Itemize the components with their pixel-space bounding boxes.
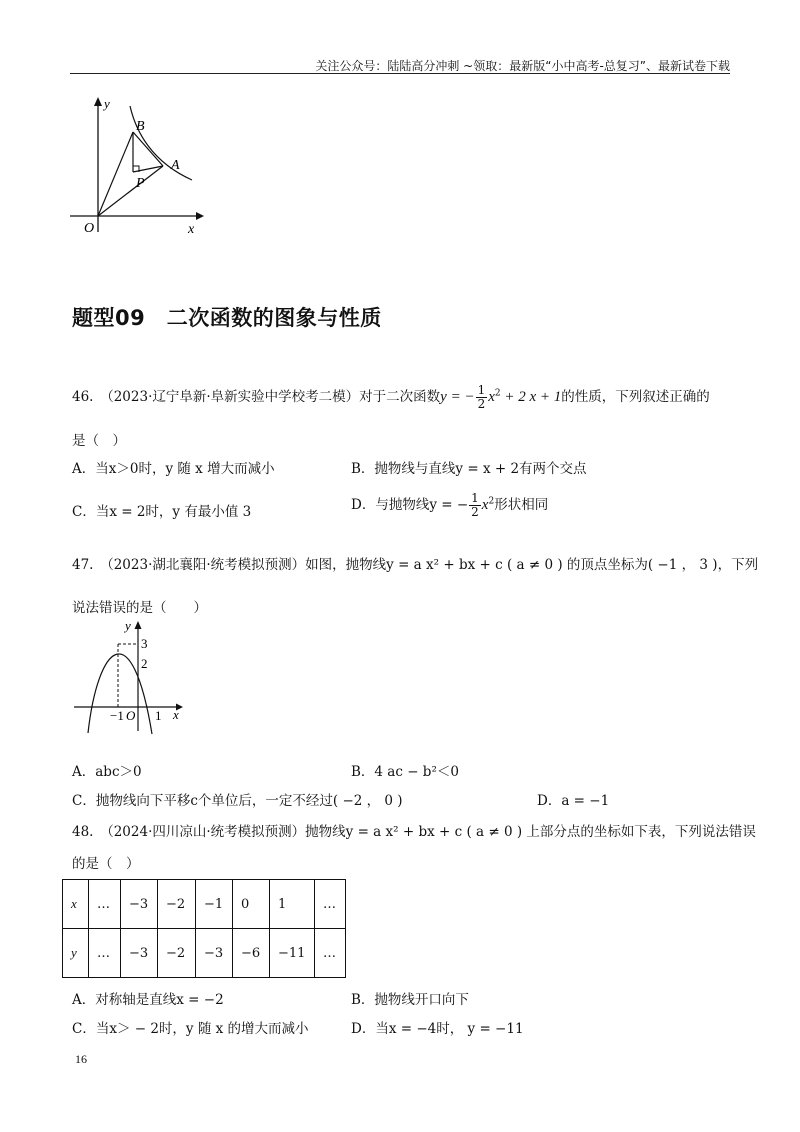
q48-option-b: B．抛物线开口向下 [351,992,469,1008]
table-row-y [63,929,346,978]
values-table [62,879,346,978]
q46-option-d: D．与抛物线y = − $\frac{1}{2}$ $x^2$形状相同 [351,491,549,519]
q46-option-b: B．抛物线与直线y = x + 2有两个交点 [351,461,587,477]
q46-stem-suffix: 的性质，下列叙述正确的 [561,389,710,405]
q48-option-d: D．当x = −4时， y = −11 [351,1021,524,1037]
q47-option-a: A．abc＞0 [72,764,142,780]
fig2-label-2: 2 [141,656,148,671]
table-row-x [63,880,346,929]
table-cell: … [315,929,346,978]
table-cell: 1 [270,880,315,929]
table-cell: x [63,880,89,929]
fig2-label-y: y [125,618,131,633]
fig1-label-a: A [171,158,180,173]
q46-fn-rest: + 2 x + 1 [500,389,562,405]
fig1-label-p: P [136,176,145,191]
table-cell: −2 [158,929,196,978]
q46-fn-lhs: y = − [440,389,475,405]
table-cell: … [89,929,121,978]
table-cell: −3 [121,929,158,978]
fig2-label-neg1: −1 [110,708,124,723]
table-cell: −11 [270,929,315,978]
table-cell: … [89,880,121,929]
q48-stem-line2: 的是（ ） [72,856,140,872]
q46-stem-line2: 是（ ） [72,433,126,449]
table-cell: −2 [158,880,196,929]
q47-stem: 47. （2023·湖北襄阳·统考模拟预测）如图，抛物线y = a x² + bx + c ( a ≠ 0 ) 的顶点坐标为( −1 ， 3 )，下列 [72,557,759,573]
section-title: 题型09 二次函数的图象与性质 [72,306,382,330]
geometry-figure-1 [60,92,210,242]
q46-frac: $\frac{1}{2}$ [477,383,486,411]
table-cell: −3 [121,880,158,929]
q48-option-a: A．对称轴是直线x = −2 [72,992,224,1008]
table-cell: y [63,929,89,978]
fig1-label-b: B [136,119,145,134]
q47-option-c: C．抛物线向下平移c个单位后，一定不经过( −2 ， 0 ) [72,793,403,809]
table-cell: −6 [233,929,270,978]
q46-option-c: C．当x = 2时，y 有最小值 3 [72,504,252,520]
q46-fn-x: x [488,389,495,405]
table-cell: 0 [233,880,270,929]
q46-option-a: A．当x＞0时，y 随 x 增大而减小 [72,461,275,477]
fig2-label-o: O [126,708,136,723]
q47-stem-line2: 说法错误的是（ ） [72,600,207,616]
fig2-label-1: 1 [155,708,162,723]
page-number: 16 [75,1052,87,1066]
fig1-label-o: O [84,221,95,236]
fig2-label-3: 3 [141,636,148,651]
q46-stem-prefix: 46. （2023·辽宁阜新·阜新实验中学校考二模）对于二次函数 [72,389,441,405]
parabola-figure [70,616,200,736]
fig2-label-x: x [173,707,179,722]
fig1-label-x: x [188,222,195,237]
table-cell: −3 [196,929,233,978]
table-cell: −1 [196,880,233,929]
q48-option-c: C．当x＞ − 2时，y 随 x 的增大而减小 [72,1021,309,1037]
table-cell: … [315,880,346,929]
q48-stem: 48. （2024·四川凉山·统考模拟预测）抛物线y = a x² + bx + c ( a ≠ 0 ) 上部分点的坐标如下表，下列说法错误 [72,824,756,840]
header-rule [70,73,730,74]
q47-option-d: D．a = −1 [537,793,610,809]
fig1-label-y: y [104,96,110,111]
q46-stem: 46. （2023·辽宁阜新·阜新实验中学校考二模）对于二次函数y = − $\frac{1}{2}$ $x^2 + 2$ x + 1的性质，下列叙述正确的 [72,383,710,411]
header-banner: 关注公众号：陆陆高分冲刺 ~领取：最新版“小中高考-总复习”、最新试卷下载 [315,59,730,73]
q47-option-b: B．4 ac − b²＜0 [351,764,459,780]
